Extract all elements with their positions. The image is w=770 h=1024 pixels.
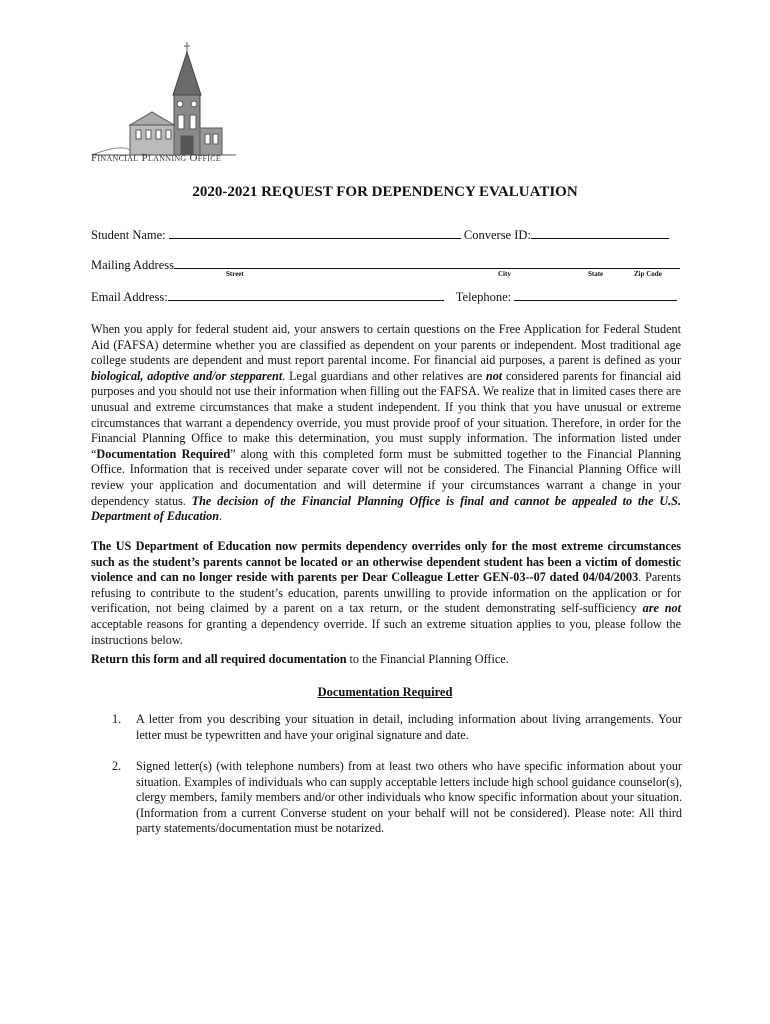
list-item <box>112 712 682 743</box>
list-item-number: 1. <box>112 712 122 726</box>
converse-id-field[interactable] <box>531 226 669 239</box>
email-field[interactable] <box>168 288 444 301</box>
state-sublabel: State <box>588 270 604 278</box>
telephone-field[interactable] <box>514 288 677 301</box>
mailing-address-label: Mailing Address <box>91 258 174 272</box>
student-name-field[interactable] <box>169 226 461 239</box>
list-item-number: 2. <box>112 759 122 773</box>
building-logo-icon <box>90 40 240 170</box>
intro-paragraph <box>91 322 681 525</box>
intro-text-1: When you apply for federal student aid, your answers to certain questions on the Free Application for Federal Student Aid (FAFSA) determine whether you are classified as dependent on your parents or independent. Most traditional age college students are dependent and must report parental income. For financial aid purposes, a parent is defined as your <box>91 322 681 368</box>
mailing-address-field[interactable] <box>174 256 680 269</box>
telephone-label: Telephone: <box>455 290 512 304</box>
list-item <box>112 759 682 837</box>
intro-text-4: ” along with this completed form must be submitted together to the Financial Planning Office. Information that is received under separate cover will not be considered. The Financial Planning Office will review your application and documentation and will determine if your circumstances warrant a change in your dependency status. <box>91 446 681 508</box>
intro-not-emphasis: not <box>485 368 503 383</box>
intro-parent-definition: biological, adoptive and/or stepparent <box>91 368 283 383</box>
intro-doc-required-ref: Documentation Required <box>96 446 231 461</box>
list-item-text: A letter from you describing your situation in detail, including information about living arrangements. Your letter must be typewritten and have your original signature and date. <box>136 712 682 742</box>
student-name-label: Student Name: <box>91 228 166 242</box>
city-sublabel: City <box>498 270 511 278</box>
zip-sublabel: Zip Code <box>634 270 662 278</box>
return-note <box>91 652 681 668</box>
override-text-1: . Parents refusing to contribute to the student’s education, parents unwilling to provide information on the application or for verification, not being claimed by a parent on a tax return, or the student demonstrating self-sufficiency <box>91 570 681 616</box>
return-note-rest: to the Financial Planning Office. <box>346 652 509 666</box>
intro-text-5: . <box>218 509 223 524</box>
override-are-not: are not <box>642 601 681 616</box>
override-bold-text: The US Department of Education now permits dependency overrides only for the most extreme circumstances such as the student’s parents cannot be located or an otherwise dependent student has been a victim of domestic violence and can no longer reside with parents per Dear Colleague Letter GEN-03--07 dated 04/04/2003 <box>91 539 681 585</box>
documentation-heading: Documentation Required <box>317 685 453 699</box>
form-title: 2020-2021 REQUEST FOR DEPENDENCY EVALUATION <box>192 184 578 200</box>
intro-final-decision: The decision of the Financial Planning Office is final and cannot be appealed to the U.S. Department of Education <box>91 493 681 524</box>
override-paragraph <box>91 539 681 648</box>
intro-text-3: considered parents for financial aid purposes and you should not use their information when filling out the FAFSA. We realize that in limited cases there are unusual and extreme circumstances that make a student independent. If you think that you have unusual or extreme circumstances that warrant a dependency override, you must provide proof of your situation. Therefore, in order for the Financial Planning Office to make this determination, you must supply information. The information listed under “ <box>91 368 681 461</box>
list-item-text: Signed letter(s) (with telephone numbers) from at least two others who have specific information about your situation. Examples of individuals who can supply acceptable letters include high school guidance counselor(s), clergy members, family members and/or other individuals who know specific information about your situation. (Information from a current Converse student on your behalf will not be considered). Please note: All third party statements/documentation must be notarized. <box>136 759 682 836</box>
email-row <box>91 288 681 305</box>
street-sublabel: Street <box>226 270 244 278</box>
converse-id-label: Converse ID: <box>463 228 531 242</box>
override-text-2: acceptable reasons for granting a dependency override. If such an extreme situation applies to you, please follow the instructions below. <box>91 616 681 647</box>
intro-text-2: . Legal guardians and other relatives are <box>282 368 486 383</box>
office-name: Financial Planning Office <box>91 152 222 164</box>
email-label: Email Address: <box>91 290 168 304</box>
return-note-bold: Return this form and all required documentation <box>91 652 347 666</box>
student-name-row <box>91 226 681 243</box>
